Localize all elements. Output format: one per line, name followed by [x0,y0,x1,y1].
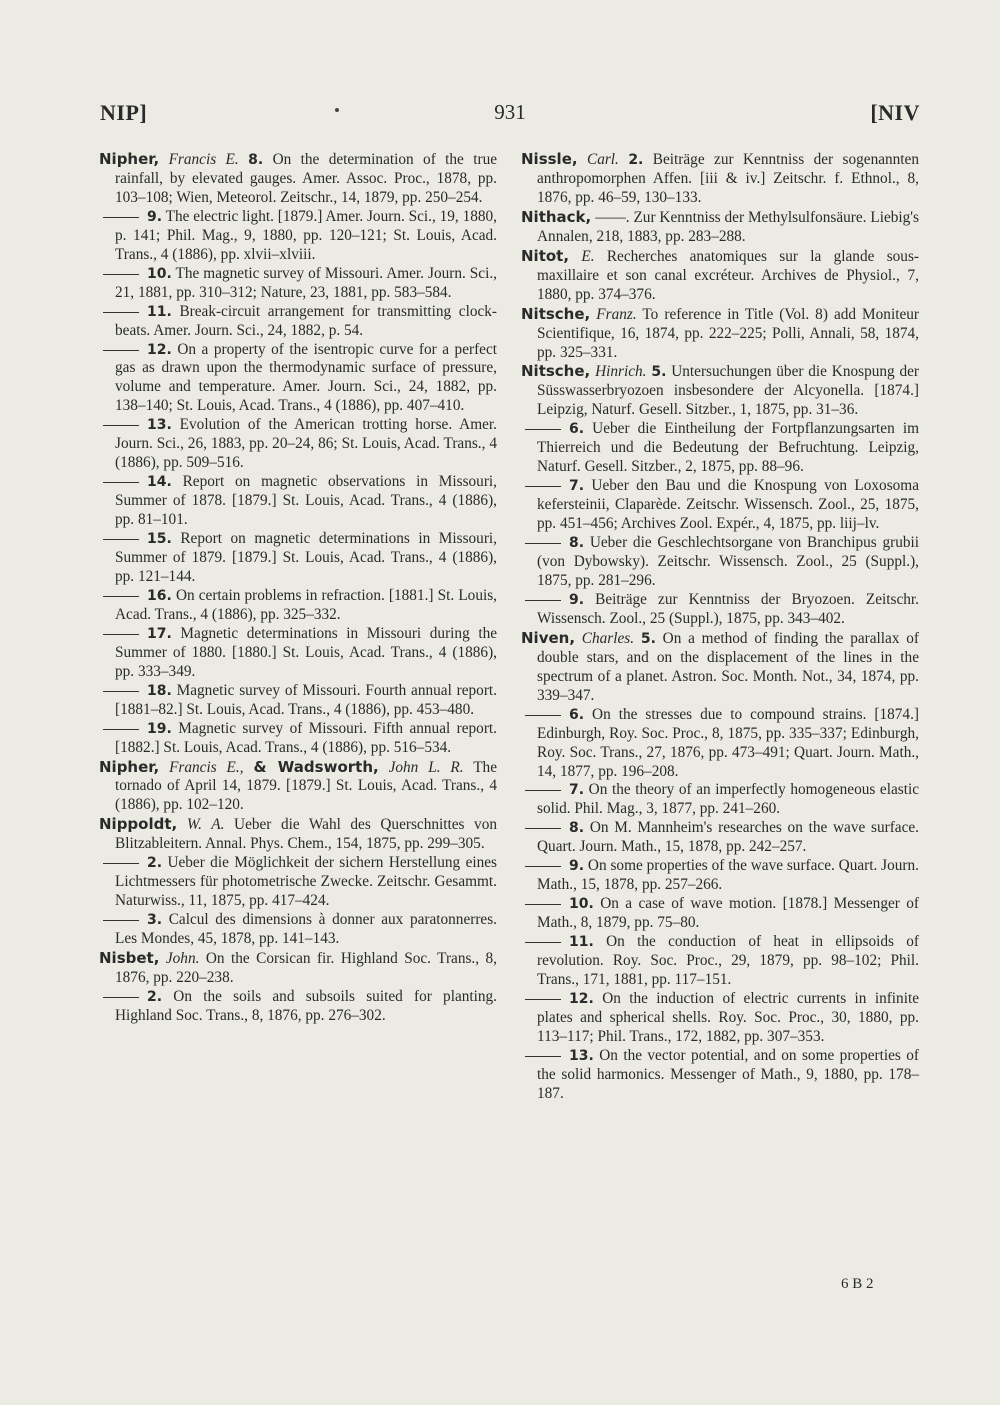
bibliography-subentry [521,477,919,534]
bibliography-subentry [521,990,919,1047]
entry-text: On the theory of an imperfectly homogeneous elastic solid. Phil. Mag., 3, 1877, pp. 241–260. [537,781,919,818]
entry-text: Break-circuit arrangement for transmitting clock-beats. Amer. Journ. Sci., 24, 1882, p. 54. [115,302,497,339]
entry-text: On a case of wave motion. [1878.] Messenger of Math., 8, 1879, pp. 75–80. [537,895,920,932]
signature-mark: 6 B 2 [841,1276,874,1292]
entry-text: The magnetic survey of Missouri. Amer. Journ. Sci., 21, 1881, pp. 310–312; Nature, 23, 1881, pp. 583–584. [115,264,497,301]
entry-number: 2. [628,152,644,168]
entry-number: 6. [569,706,585,723]
entry-text: On the Corsican fir. Highland Soc. Trans., 8, 1876, pp. 220–238. [115,950,497,986]
bibliography-subentry [521,895,919,933]
author-given-name: E. [581,247,595,265]
ditto-dash [103,350,139,351]
entry-text: Calcul des dimensions à donner aux paratonnerres. Les Mondes, 45, 1878, pp. 141–143. [115,911,498,948]
ditto-dash [103,425,139,426]
ditto-dash [525,715,561,716]
bibliography-subentry [99,625,497,682]
bibliography-entry [99,758,497,816]
entry-text: The tornado of April 14, 1879. [1879.] St. Louis, Acad. Trans., 4 (1886), pp. 102–120. [115,758,497,814]
entry-number: 11. [147,303,172,320]
bibliography-subentry [99,530,497,587]
author-surname: Nipher, [99,150,160,168]
entry-text: Magnetic survey of Missouri. Fifth annual report. [1882.] St. Louis, Acad. Trans., 4 (1886), pp. 516–534. [115,719,497,756]
entry-number: 8. [569,820,585,837]
author-given-name: Charles. [581,629,635,647]
bibliography-subentry [99,341,497,417]
entry-number: 9. [569,591,585,608]
bibliography-entry [521,629,919,706]
bibliography-entry [99,949,497,988]
entry-text: On a method of finding the parallax of double stars, and on the displacement of the lines in the spectrum of a planet. Astron. Soc. Month. Not., 34, 1874, pp. 339–347. [537,629,919,704]
author-surname: Nippoldt, [99,815,178,834]
bibliography-subentry [99,208,497,265]
bibliography-entry [99,150,497,208]
ditto-dash [103,691,139,692]
entry-number: 16. [147,587,172,604]
ditto-dash [525,429,561,430]
entry-text: Recherches anatomiques sur la glande sous-maxillaire et son canal excréteur. Archives de Physiol., 7, 1880, pp. 374–376. [537,247,919,303]
entry-number: 18. [147,682,172,699]
entry-text: Ueber die Geschlechtsorgane von Branchipus grubii (von Dybowsky). Zeitschr. Wissensch. Zool., 25 (Suppl.), 1875, pp. 281–296. [537,534,919,589]
entry-number: 10. [569,896,594,913]
entry-text: Beiträge zur Kenntniss der sogenannten anthropomorphen Affen. [iii & iv.] Zeitschr. f. Ethnol., 8, 1876, pp. 46–59, 130–133. [537,151,919,206]
entry-number: 2. [147,855,163,872]
entry-number: 11. [569,934,594,951]
author-given-name: Francis E. [168,151,239,168]
entry-number: 17. [147,625,172,642]
entry-text: Untersuchungen über die Knospung der Süsswasserbryozoen insbesondere der Alcyonella. [1874.] Leipzig, Naturf. Gesell. Sitzber., 1, 1875, pp. 31–36. [537,363,920,419]
ditto-dash [525,1056,561,1057]
author-surname: Nissle, [521,150,578,168]
entry-number: 9. [569,858,585,875]
author-surname: Nithack, [521,207,592,226]
ditto-dash [103,596,139,597]
entry-text: Report on magnetic determinations in Missouri, Summer of 1879. [1879.] St. Louis, Acad. Trans., 4 (1886), pp. 121–144. [115,530,497,585]
author-surname: Nitot, [521,246,570,265]
ditto-dash [525,828,561,829]
entry-number: 19. [147,720,172,737]
entry-number: 6. [569,421,585,438]
bibliography-subentry [99,682,497,720]
bibliography-subentry [521,857,919,895]
bibliography-subentry [521,933,919,990]
entry-number: 5. [651,364,667,381]
bibliography-subentry [99,265,497,303]
bibliography-subentry [99,587,497,625]
entry-number: 12. [147,341,172,358]
bibliography-entry [521,208,919,247]
entry-number: 5. [640,630,656,647]
author-surname: Niven, [521,628,576,647]
bibliography-subentry [521,591,919,629]
page-number: 931 [494,100,526,124]
author-surname: Nitsche, [521,304,591,323]
entry-text: On the conduction of heat in ellipsoids of revolution. Roy. Soc. Proc., 29, 1879, pp. 98–102; Phil. Trans., 171, 1881, pp. 117–151. [537,933,920,988]
entry-text: On the determination of the true rainfall, by elevated gauges. Amer. Assoc. Proc., 1878, pp. 103–108; Wien, Meteorol. Zeitschr., 14, 1879, pp. 250–254. [115,151,498,206]
entry-text: Magnetic survey of Missouri. Fourth annual report. [1881–82.] St. Louis, Acad. Trans., 4 (1886), pp. 453–480. [115,681,497,718]
entry-text: On the vector potential, and on some properties of the solid harmonics. Messenger of Math., 9, 1880, pp. 178–187. [537,1046,919,1102]
bibliography-entry [521,150,919,208]
bibliography-subentry [99,911,497,949]
ditto-dash [525,904,561,905]
bibliography-subentry [99,473,497,530]
entry-text: On a property of the isentropic curve for a perfect gas as drawn upon the thermodynamic surface of pressure, volume and temperature. Amer. Journ. Sci., 24, 1882, pp. 138–140; St. Louis, Acad. Trans., 4 (1886), pp. 407–410. [115,340,497,415]
ditto-dash [103,997,139,998]
header-left-guide: NIP] [100,100,148,125]
bibliography-subentry [521,1047,919,1104]
bibliography-entry [521,362,919,420]
bibliography-subentry [521,420,919,477]
right-column [521,150,919,1104]
entry-text: The electric light. [1879.] Amer. Journ. Sci., 19, 1880, p. 141; Phil. Mag., 9, 1880, pp. 120–121; St. Louis, Acad. Trans., 4 (1886), pp. xlvii–xlviii. [115,207,497,263]
entry-number: 13. [147,417,172,434]
entry-text: Magnetic determinations in Missouri during the Summer of 1880. [1880.] St. Louis, Acad. Trans., 4 (1886), pp. 333–349. [115,624,498,680]
entry-text: Report on magnetic observations in Missouri, Summer of 1878. [1879.] St. Louis, Acad. Trans., 4 (1886), pp. 81–101. [115,473,497,529]
bibliography-entry [521,247,919,305]
ditto-dash [525,790,561,791]
entry-text: On certain problems in refraction. [1881.] St. Louis, Acad. Trans., 4 (1886), pp. 325–332. [115,586,498,623]
bibliography-subentry [99,720,497,758]
ditto-dash [525,543,561,544]
bibliography-subentry [99,854,497,911]
left-column [99,150,497,1026]
entry-number: 3. [147,912,163,929]
ditto-dash [103,312,139,313]
ditto-dash [525,999,561,1000]
entry-text: Ueber den Bau und die Knospung von Loxosoma kefersteinii, Claparède. Zeitschr. Wissensch. Zool., 25, 1875, pp. 451–456; Archives Zool. Expér., 4, 1875, pp. liij–lv. [537,477,919,533]
entry-text: On some properties of the wave surface. Quart. Journ. Math., 15, 1878, pp. 257–266. [537,857,920,894]
author-given-name: W. A. [186,816,225,834]
page-header [100,100,920,134]
entry-number: 9. [147,208,163,225]
entry-number: 8. [248,152,264,168]
ditto-dash [103,274,139,275]
bibliography-subentry [99,303,497,341]
ditto-dash [525,942,561,943]
entry-text: On the soils and subsoils suited for planting. Highland Soc. Trans., 8, 1876, pp. 276–302. [115,987,498,1024]
ditto-dash [103,863,139,864]
entry-number: 13. [569,1047,594,1064]
ditto-dash [103,539,139,540]
entry-number: 10. [147,265,172,282]
bibliography-subentry [521,781,919,819]
author-surname: Nitsche, [521,362,591,381]
coauthor-surname: & Wadsworth, [253,757,379,776]
entry-number: 7. [569,782,585,799]
entry-text: Ueber die Eintheilung der Fortpflanzungsarten im Thierreich und die Bedeutung der Befruchtung. Leipzig, Naturf. Gesell. Sitzber., 2, 1875, pp. 88–96. [537,420,919,476]
header-dot-mark [335,108,339,112]
author-given-name: Hinrich. [595,363,647,381]
author-given-name: Carl. [587,151,619,168]
header-right-guide: [NIV [870,100,920,125]
bibliography-subentry [521,706,919,782]
entry-number: 12. [569,990,594,1007]
bibliography-subentry [521,819,919,857]
bibliography-entry [99,815,497,854]
ditto-dash [525,600,561,601]
author-given-name: Franz. [596,305,637,323]
author-given-name: Francis E., [169,758,244,776]
bibliography-subentry [521,534,919,591]
entry-number: 7. [569,478,585,495]
entry-text: Beiträge zur Kenntniss der Bryozoen. Zeitschr. Wissensch. Zool., 25 (Suppl.), 1875, pp. 343–402. [537,590,919,627]
entry-number: 14. [147,474,172,491]
entry-text: On the induction of electric currents in infinite plates and spherical shells. Roy. Soc. Proc., 30, 1880, pp. 113–117; Phil. Trans., 172, 1882, pp. 307–353. [537,989,919,1045]
bibliography-entry [521,305,919,363]
bibliography-subentry [99,988,497,1026]
entry-text: ——. Zur Kenntniss der Methylsulfonsäure. Liebig's Annalen, 218, 1883, pp. 283–288. [537,208,920,245]
coauthor-given-name: John L. R. [388,758,464,776]
ditto-dash [525,866,561,867]
ditto-dash [103,634,139,635]
entry-number: 15. [147,531,172,548]
entry-text: Ueber die Möglichkeit der sichern Herstellung eines Lichtmessers für photometrische Zwecke. Zeitschr. Gesammt. Naturwiss., 11, 1875, pp. 417–424. [115,854,497,910]
entry-text: Evolution of the American trotting horse. Amer. Journ. Sci., 26, 1883, pp. 20–24, 86; St. Louis, Acad. Trans., 4 (1886), pp. 509–516. [115,416,497,472]
bibliography-subentry [99,416,497,473]
ditto-dash [103,217,139,218]
entry-text: To reference in Title (Vol. 8) add Moniteur Scientifique, 16, 1874, pp. 222–225; Polli, Annali, 58, 1874, pp. 325–331. [537,305,919,361]
entry-number: 2. [147,988,163,1005]
ditto-dash [525,486,561,487]
author-surname: Nisbet, [99,949,160,968]
entry-text: On M. Mannheim's researches on the wave surface. Quart. Journ. Math., 15, 1878, pp. 242–257. [537,819,920,856]
entry-text: On the stresses due to compound strains. [1874.] Edinburgh, Roy. Soc. Proc., 8, 1875, pp. 335–337; Edinburgh, Roy. Soc. Trans., 27, 1876, pp. 473–491; Quart. Journ. Math., 14, 1877, pp. 196–208. [537,705,919,780]
entry-number: 8. [569,535,585,552]
ditto-dash [103,729,139,730]
author-given-name: John. [165,950,200,968]
ditto-dash [103,482,139,483]
entry-text: Ueber die Wahl des Querschnittes von Blitzableitern. Annal. Phys. Chem., 154, 1875, pp. 299–305. [115,816,497,853]
ditto-dash [103,920,139,921]
author-surname: Nipher, [99,757,160,776]
